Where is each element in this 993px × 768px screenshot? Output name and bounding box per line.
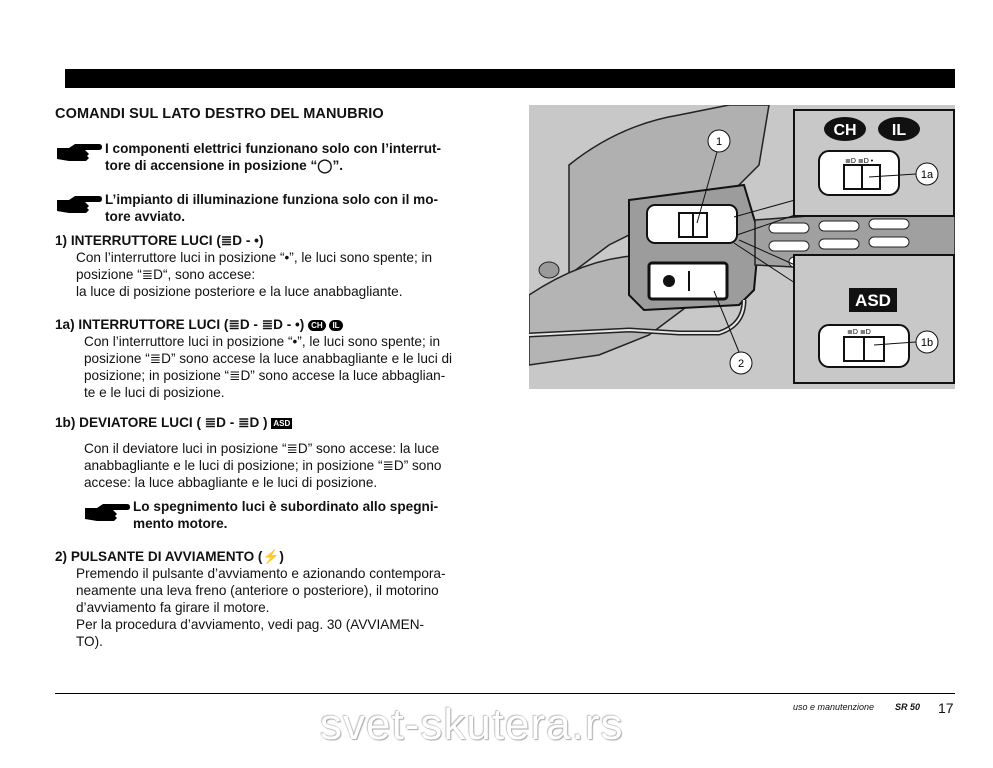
badge-ch: CH (308, 320, 326, 331)
note-lighting: L’impianto di illuminazione funziona solo con il mo- tore avviato. (105, 192, 439, 224)
pointing-hand-icon (83, 500, 131, 524)
page-title: COMANDI SUL LATO DESTRO DEL MANUBRIO (55, 106, 384, 122)
handlebar-controls-illustration (529, 105, 955, 389)
badge-il: IL (329, 320, 342, 331)
footer-text: uso e manutenzione (793, 702, 875, 712)
section-heading: 2) PULSANTE DI AVVIAMENTO (⚡) (55, 549, 284, 564)
il-label: IL (891, 122, 907, 139)
pointing-hand-icon (55, 192, 103, 216)
note-electrical: I componenti elettrici funzionano solo con l’interrut- tore di accensione in posizione “◯”. (105, 141, 442, 173)
svg-text:≣D ≣D: ≣D ≣D (847, 329, 871, 336)
badge-il-oval (878, 117, 920, 141)
header-bar (65, 69, 955, 88)
svg-text:≣D ≣D •: ≣D ≣D • (845, 158, 874, 165)
callout-1: 1 (715, 136, 723, 148)
footer-model: SR 50 (895, 702, 921, 712)
section-light-switch-1a: 1a) INTERRUTTORE LUCI (≣D - ≣D - •) CH IL Con l’interruttore luci in posizione “•”, le luci sono spente; in posizione “≣D” sono accese la luce anabbagliante e le luci di posizione; in posizione “≣D” sono accese la luce abbaglian- te e le luci di posizione. (55, 316, 485, 401)
callout-2: 2 (737, 358, 745, 370)
footer-rule (55, 693, 955, 694)
section-dimmer-switch: 1b) DEVIATORE LUCI ( ≣D - ≣D ) ASD Con il deviatore luci in posizione “≣D” sono accese: la luce anabbagliante e le luci di posizione; in posizione “≣D” sono accese: la luce abbagliante e le luci di posizione. (55, 414, 485, 491)
badge-ch-oval (824, 117, 866, 141)
callout-1a: 1a (920, 169, 934, 181)
ch-label: CH (833, 122, 857, 139)
callout-1b: 1b (920, 337, 934, 349)
section-heading: 1a) INTERRUTTORE LUCI (≣D - ≣D - •) CH IL (55, 316, 485, 333)
page-number: 17 (938, 700, 954, 716)
badge-asd: ASD (273, 418, 291, 428)
section-heading: 1b) DEVIATORE LUCI ( ≣D - ≣D ) ASD (55, 415, 291, 430)
watermark: svet-skutera.rs (320, 700, 624, 749)
section-heading: 1) INTERRUTTORE LUCI (≣D - •) (55, 233, 264, 248)
section-light-switch: 1) INTERRUTTORE LUCI (≣D - •) Con l’interruttore luci in posizione “•”, le luci sono spente; in posizione “≣D“, sono accese: la luce di posizione posteriore e la luce anabbagliante. (55, 232, 485, 300)
section-start-button: 2) PULSANTE DI AVVIAMENTO (⚡) Premendo il pulsante d’avviamento e azionando contempora- neamente una leva freno (anteriore o posteriore), il motorino d’avviamento fa girare il motore. Per la procedura d’avviamento, vedi pag. 30 (AVVIAMEN- TO). (55, 548, 485, 650)
pointing-hand-icon (55, 140, 103, 164)
asd-label: ASD (855, 291, 891, 310)
note-lights-off: Lo spegnimento luci è subordinato allo spegni- mento motore. (133, 499, 439, 531)
